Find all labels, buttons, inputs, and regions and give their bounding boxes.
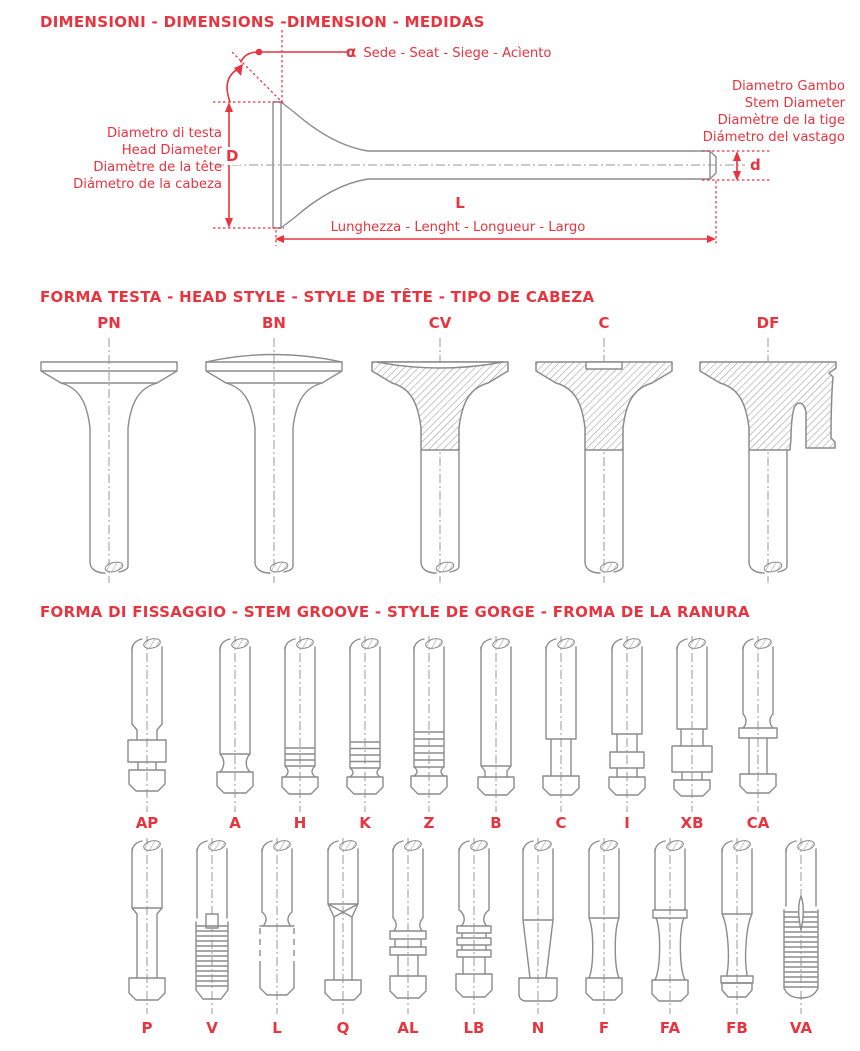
stem-groove-label-ap: AP bbox=[135, 814, 159, 832]
head-style-label-df: DF bbox=[756, 314, 780, 332]
stem-groove-label-q: Q bbox=[336, 1019, 350, 1037]
stem-groove-fa-drawing bbox=[647, 838, 693, 1016]
seat-angle-label bbox=[346, 43, 552, 62]
dimension-letter-L: L bbox=[455, 194, 465, 212]
stem-groove-l-drawing bbox=[254, 838, 300, 1016]
head-style-label-c: C bbox=[598, 314, 610, 332]
stem-groove-label-fb: FB bbox=[726, 1019, 748, 1037]
dimension-letter-D: D bbox=[226, 147, 239, 165]
stem-groove-k-drawing bbox=[342, 636, 388, 814]
length-label: Lunghezza - Lenght - Longueur - Largo bbox=[330, 220, 586, 235]
valve-head-cv-drawing bbox=[370, 338, 510, 588]
stem-groove-label-p: P bbox=[141, 1019, 153, 1037]
stem-groove-ap-drawing bbox=[124, 636, 170, 814]
stem-groove-label-lb: LB bbox=[463, 1019, 485, 1037]
stem-groove-a-drawing bbox=[212, 636, 258, 814]
stem-groove-v-drawing bbox=[189, 838, 235, 1016]
dimension-letter-d: d bbox=[750, 156, 761, 174]
alpha-letter: α bbox=[346, 43, 357, 61]
head-diameter-label: Diametro di testa Head Diameter Diamètre de la tête Diámetro de la cabeza bbox=[73, 126, 222, 192]
stem-groove-label-i: I bbox=[624, 814, 630, 832]
head-style-label-pn: PN bbox=[97, 314, 121, 332]
stem-groove-z-drawing bbox=[406, 636, 452, 814]
stem-groove-va-drawing bbox=[778, 838, 824, 1016]
stem-groove-label-va: VA bbox=[789, 1019, 813, 1037]
stem-groove-h-drawing bbox=[277, 636, 323, 814]
dimensions-title: DIMENSIONI - DIMENSIONS -DIMENSION - MEDIDAS bbox=[40, 13, 485, 31]
stem-groove-title: FORMA DI FISSAGGIO - STEM GROOVE - STYLE DE GORGE - FROMA DE LA RANURA bbox=[40, 603, 750, 621]
stem-groove-fb-drawing bbox=[714, 838, 760, 1016]
stem-groove-c-drawing bbox=[538, 636, 584, 814]
head-style-title: FORMA TESTA - HEAD STYLE - STYLE DE TÊTE - TIPO DE CABEZA bbox=[40, 288, 595, 306]
valve-head-df-drawing bbox=[698, 338, 838, 588]
stem-groove-label-l: L bbox=[272, 1019, 282, 1037]
stem-groove-label-c: C bbox=[555, 814, 567, 832]
valve-head-c-drawing bbox=[534, 338, 674, 588]
stem-groove-label-z: Z bbox=[423, 814, 435, 832]
stem-groove-xb-drawing bbox=[669, 636, 715, 814]
stem-groove-label-fa: FA bbox=[659, 1019, 681, 1037]
stem-groove-label-al: AL bbox=[397, 1019, 419, 1037]
head-style-label-cv: CV bbox=[428, 314, 452, 332]
stem-groove-label-a: A bbox=[229, 814, 241, 832]
valve-head-pn-drawing bbox=[39, 338, 179, 588]
stem-groove-label-n: N bbox=[531, 1019, 545, 1037]
stem-groove-label-v: V bbox=[206, 1019, 218, 1037]
stem-groove-label-b: B bbox=[490, 814, 502, 832]
stem-groove-label-h: H bbox=[293, 814, 307, 832]
stem-groove-p-drawing bbox=[124, 838, 170, 1016]
seat-label-text: Sede - Seat - Siege - Acìento bbox=[363, 46, 552, 61]
stem-groove-label-ca: CA bbox=[746, 814, 770, 832]
stem-groove-n-drawing bbox=[515, 838, 561, 1016]
stem-groove-f-drawing bbox=[581, 838, 627, 1016]
stem-groove-q-drawing bbox=[320, 838, 366, 1016]
stem-groove-label-k: K bbox=[359, 814, 371, 832]
stem-groove-lb-drawing bbox=[451, 838, 497, 1016]
stem-groove-ca-drawing bbox=[735, 636, 781, 814]
stem-groove-i-drawing bbox=[604, 636, 650, 814]
stem-groove-label-f: F bbox=[598, 1019, 610, 1037]
head-style-label-bn: BN bbox=[262, 314, 286, 332]
valve-head-bn-drawing bbox=[204, 338, 344, 588]
stem-diameter-label: Diametro Gambo Stem Diameter Diamètre de la tige Diámetro del vastago bbox=[702, 79, 845, 145]
stem-groove-al-drawing bbox=[385, 838, 431, 1016]
stem-groove-b-drawing bbox=[473, 636, 519, 814]
stem-groove-label-xb: XB bbox=[680, 814, 704, 832]
